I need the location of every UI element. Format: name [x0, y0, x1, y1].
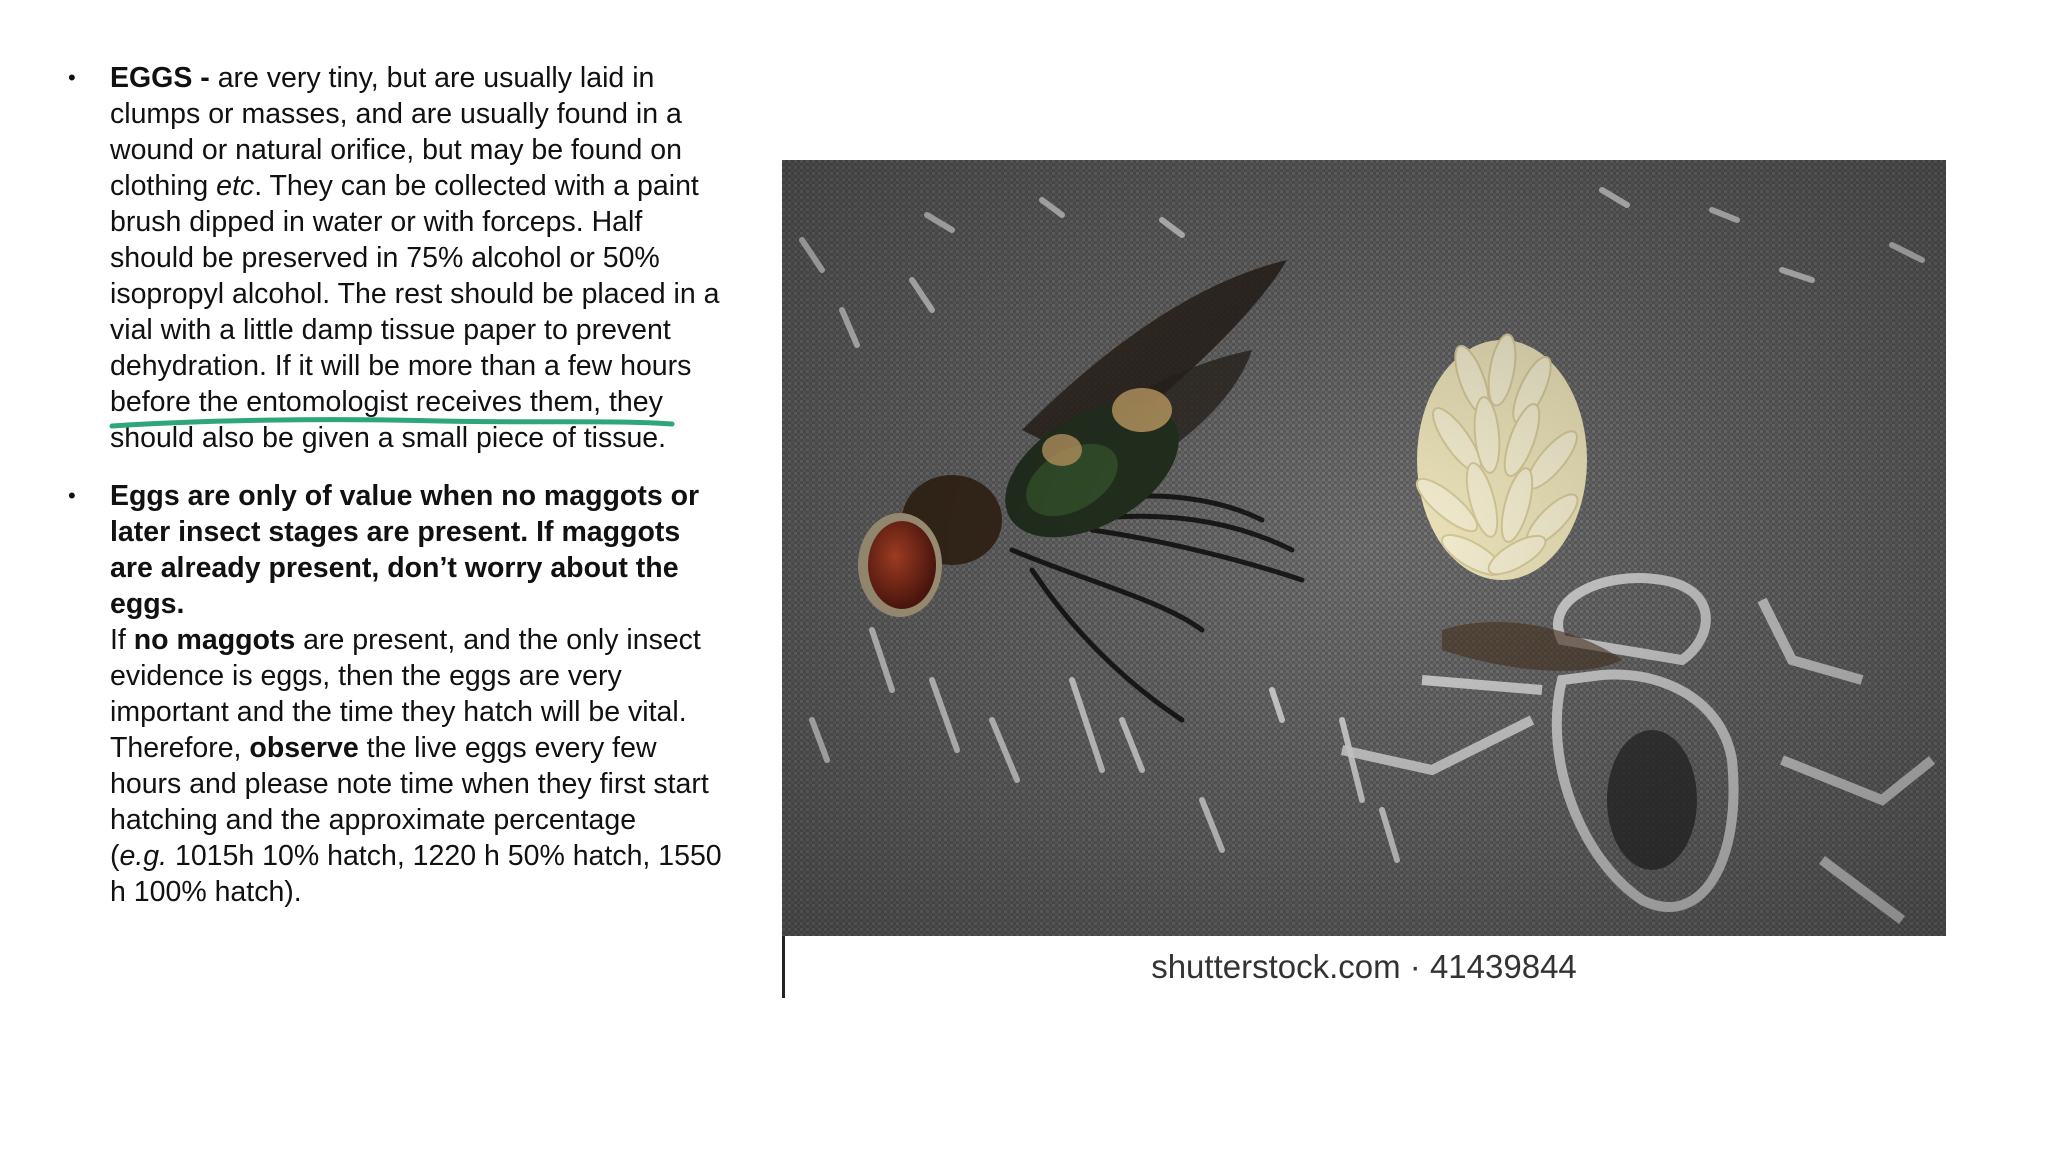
bold-text-line: are already present, don’t worry about the: [110, 552, 679, 584]
text-line: h 100% hatch).: [110, 876, 302, 908]
text-line: [110, 622, 766, 658]
italic-etc: etc: [216, 170, 255, 202]
text-run: (: [110, 840, 120, 872]
eggs-heading: EGGS -: [110, 62, 218, 94]
bullet-eggs-value: [66, 478, 766, 910]
text-run: Therefore,: [110, 732, 250, 764]
text-line: clumps or masses, and are usually found in a: [110, 98, 682, 130]
text-run: are present, and the only insect: [295, 624, 701, 656]
text-line: [110, 60, 766, 96]
text-line: should also be given a small piece of tissue.: [110, 422, 667, 454]
text-line: [110, 730, 766, 766]
photo-image: [782, 160, 1946, 936]
text-line: hours and please note time when they first start: [110, 768, 709, 800]
bold-text-line: Eggs are only of value when no maggots or: [110, 480, 700, 512]
text-line: wound or natural orifice, but may be found on: [110, 134, 682, 166]
text-line: hatching and the approximate percentage: [110, 804, 637, 836]
text-line: [110, 838, 766, 874]
text-run: 1015h 10% hatch, 1220 h 50% hatch, 1550: [167, 840, 722, 872]
italic-eg: e.g.: [119, 840, 168, 872]
text-line: brush dipped in water or with forceps. Half: [110, 206, 643, 238]
bullet-marker: •: [68, 483, 76, 508]
text-line: dehydration. If it will be more than a few hours: [110, 350, 692, 382]
text-line: evidence is eggs, then the eggs are very: [110, 660, 622, 692]
text-run: . They can be collected with a paint: [254, 170, 699, 202]
text-run: clothing: [110, 170, 217, 202]
text-run: the live eggs every few: [358, 732, 657, 764]
bold-no-maggots: no maggots: [133, 624, 296, 656]
text-line: vial with a little damp tissue paper to prevent: [110, 314, 671, 346]
text-line: should be preserved in 75% alcohol or 50%: [110, 242, 660, 274]
bullet-eggs-description: [66, 60, 766, 456]
text-line: isopropyl alcohol. The rest should be placed in a: [110, 278, 720, 310]
text-line: [110, 168, 766, 204]
text-line: before the entomologist receives them, they: [110, 386, 663, 418]
bold-text-line: eggs.: [110, 588, 185, 620]
bold-text-line: later insect stages are present. If maggots: [110, 516, 681, 548]
bold-observe: observe: [249, 732, 359, 764]
image-watermark: shutterstock.com · 41439844: [1151, 948, 1577, 985]
bullet-marker: •: [68, 65, 76, 90]
text-run: are very tiny, but are usually laid in: [217, 62, 655, 94]
text-line: important and the time they hatch will be vital.: [110, 696, 687, 728]
text-run: If: [110, 624, 134, 656]
fly-eggs-photo: [782, 160, 1946, 998]
slide-text: [66, 60, 766, 932]
